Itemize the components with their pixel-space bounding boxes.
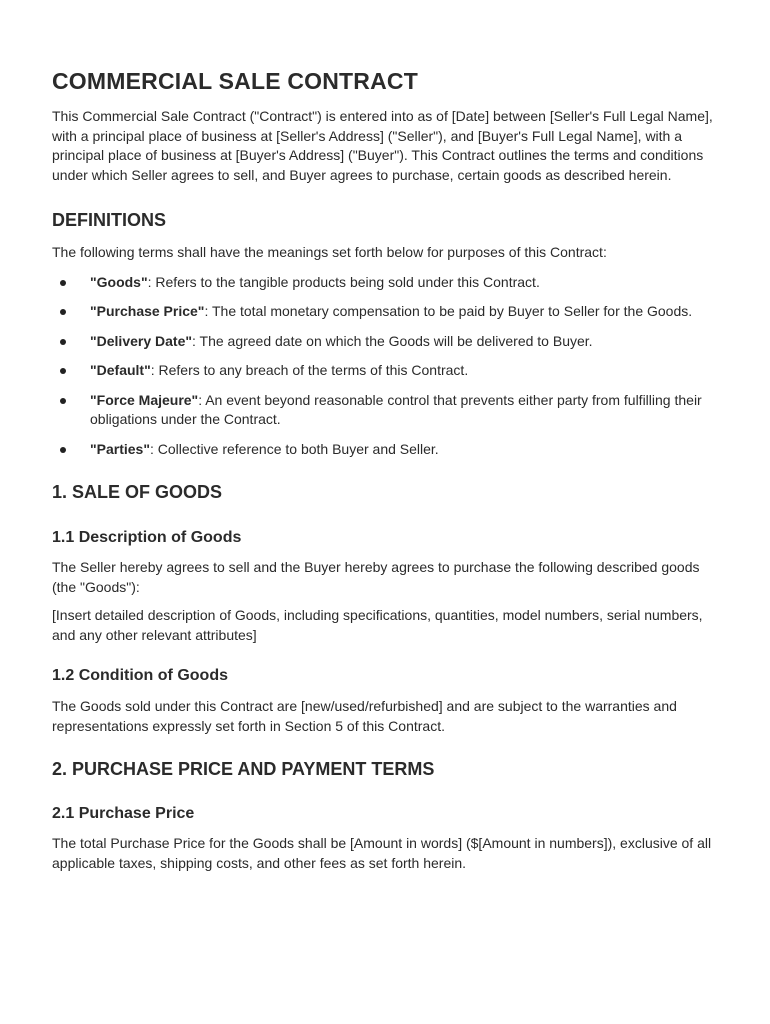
section-2-1-paragraph: The total Purchase Price for the Goods shall be [Amount in words] ($[Amount in numbers]), exclusive of all applicable taxes, shipping costs, and other fees as set forth herein. — [52, 835, 712, 871]
bullet-icon — [60, 398, 66, 404]
definition-item — [52, 391, 722, 430]
intro-paragraph: This Commercial Sale Contract ("Contract") is entered into as of [Date] between [Seller's Full Legal Name], with a principal place of business at [Seller's Address] ("Seller"), and [Buyer's Full Legal Name], with a principal place of business at [Buyer's Address] ("Buyer"). This Contract outlines the terms and conditions under which Seller agrees to sell, and Buyer agrees to purchase, certain goods as described herein. — [52, 108, 713, 183]
definition-term: "Parties" — [90, 440, 150, 457]
definition-item — [52, 302, 722, 322]
bullet-icon — [60, 368, 66, 374]
section-1-1-heading: 1.1 Description of Goods — [52, 529, 242, 546]
definition-item — [52, 332, 722, 352]
section-1-1-placeholder: [Insert detailed description of Goods, including specifications, quantities, model numbers, serial numbers, and any other relevant attributes] — [52, 607, 703, 643]
definition-term: "Delivery Date" — [90, 332, 192, 349]
definition-text: : The total monetary compensation to be paid by Buyer to Seller for the Goods. — [204, 303, 693, 319]
bullet-icon — [60, 447, 66, 453]
definition-item — [52, 361, 722, 381]
section-1-heading: 1. SALE OF GOODS — [52, 482, 223, 502]
definition-term: "Goods" — [90, 273, 148, 290]
document-title: COMMERCIAL SALE CONTRACT — [52, 68, 418, 94]
bullet-icon — [60, 339, 66, 345]
section-1-1-paragraph: The Seller hereby agrees to sell and the Buyer hereby agrees to purchase the following described goods (the "Goods"): — [52, 559, 700, 595]
definition-item — [52, 440, 722, 460]
definition-text: : Collective reference to both Buyer and Seller. — [149, 440, 439, 457]
section-2-heading: 2. PURCHASE PRICE AND PAYMENT TERMS — [52, 759, 435, 779]
definition-text: : Refers to the tangible products being sold under this Contract. — [147, 273, 540, 290]
definitions-heading: DEFINITIONS — [52, 210, 167, 230]
section-1-2-paragraph: The Goods sold under this Contract are [new/used/refurbished] and are subject to the warranties and representations expressly set forth in Section 5 of this Contract. — [52, 698, 677, 734]
section-1-2-heading: 1.2 Condition of Goods — [52, 667, 228, 684]
definitions-list — [52, 273, 722, 460]
definitions-lead: The following terms shall have the meanings set forth below for purposes of this Contract: — [52, 244, 607, 260]
definition-text: : An event beyond reasonable control that prevents either party from fulfilling their obligations under the Contract. — [90, 391, 702, 427]
definition-text: : The agreed date on which the Goods will be delivered to Buyer. — [192, 332, 593, 349]
bullet-icon — [60, 280, 66, 286]
definition-term: "Purchase Price" — [90, 303, 205, 319]
definition-term: "Force Majeure" — [90, 391, 199, 408]
bullet-icon — [60, 309, 66, 315]
definition-term: "Default" — [90, 362, 151, 378]
definition-text: : Refers to any breach of the terms of this Contract. — [150, 362, 469, 378]
definition-item — [52, 273, 722, 293]
section-2-1-heading: 2.1 Purchase Price — [52, 805, 195, 822]
